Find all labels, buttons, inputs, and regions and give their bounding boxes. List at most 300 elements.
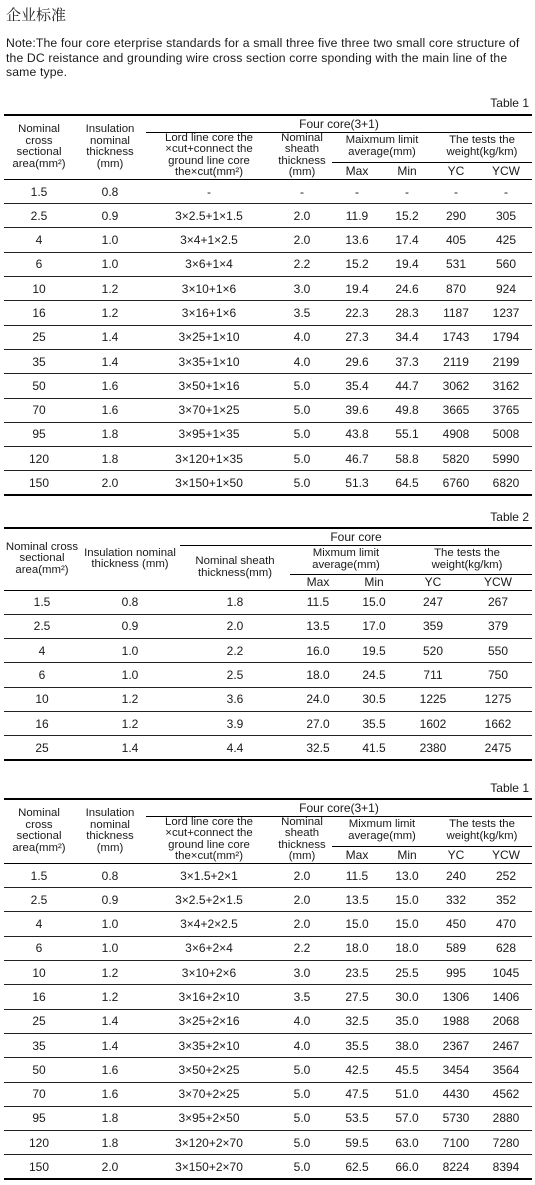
table-cell: 240	[445, 868, 467, 883]
table-cell: -	[454, 184, 458, 199]
table-cell: 25	[4, 1009, 74, 1033]
table-cell: 3564	[480, 1058, 532, 1082]
table3-header-group: Four core(3+1)	[146, 799, 532, 816]
table-row	[4, 1082, 532, 1106]
table-cell: 750	[464, 663, 532, 687]
table1-header-lord-line: Lord line core the ×cut+connect the ground line core the×cut(mm²)	[146, 132, 272, 179]
table3-header-sheath: Nominal sheath thickness (mm)	[272, 816, 332, 863]
table-cell: 1187	[432, 301, 480, 325]
table-cell: 1.4	[74, 325, 146, 349]
table-cell: 3×4+2×2.5	[146, 912, 272, 936]
table-cell: 42.5	[332, 1058, 382, 1082]
table3-header-min: Min	[382, 846, 432, 863]
table-cell: 1.8	[74, 1131, 146, 1155]
table-cell: 4	[4, 228, 74, 252]
table-cell: 305	[480, 204, 532, 228]
table-cell: -	[207, 184, 211, 199]
table-cell: 17.0	[346, 614, 402, 638]
table-cell: 1.2	[74, 985, 146, 1009]
table-cell: 3062	[432, 374, 480, 398]
table-cell: 2.0	[272, 204, 332, 228]
table2-header-weight: The tests the weight(kg/km)	[402, 545, 532, 574]
table-cell: 2.5	[4, 888, 74, 912]
table-cell: -	[504, 184, 508, 199]
table-cell: 3×1.5+2×1	[180, 868, 238, 883]
table-cell: 2.2	[180, 639, 290, 663]
table-cell: 3454	[432, 1058, 480, 1082]
table-cell: 3×16+1×6	[146, 301, 272, 325]
table-cell: 5.0	[272, 471, 332, 495]
table-cell: 19.4	[382, 252, 432, 276]
table-cell: 2.2	[272, 252, 332, 276]
table-cell: 3×35+1×10	[146, 349, 272, 373]
table2-header-nominal-area: Nominal cross sectional area(mm²)	[4, 528, 80, 590]
table-cell: 150	[4, 1155, 74, 1179]
table-cell: 70	[4, 1082, 74, 1106]
table-cell: 1.4	[74, 1033, 146, 1057]
table-cell: 7280	[480, 1131, 532, 1155]
table-cell: 352	[480, 888, 532, 912]
table-cell: 4908	[432, 422, 480, 446]
table1-header-yc: YC	[432, 162, 480, 179]
table-cell: 4.0	[272, 1009, 332, 1033]
table-cell: 11.5	[306, 595, 330, 610]
table-cell: 10	[4, 277, 74, 301]
table-cell: 13.5	[332, 888, 382, 912]
table2-header-limit: Mixmum limit average(mm)	[290, 545, 402, 574]
table1-header-min: Min	[382, 162, 432, 179]
note-paragraph: Note:The four core eterprise standards for a small three five three two small core structure of the DC reistance and grounding wire cross section corre sponding with the main line of the same type.	[6, 36, 520, 80]
table-cell: 35	[4, 1033, 74, 1057]
table-row	[4, 277, 532, 301]
table-cell: 550	[464, 639, 532, 663]
table-cell: 0.9	[74, 204, 146, 228]
table-cell: 51.0	[382, 1082, 432, 1106]
table1	[4, 114, 532, 496]
table-cell: 1.8	[74, 1106, 146, 1130]
table-cell: 1237	[480, 301, 532, 325]
table-cell: 531	[432, 252, 480, 276]
table-cell: 11.9	[332, 204, 382, 228]
table-cell: 3×6+1×4	[146, 252, 272, 276]
table-cell: 18.0	[332, 936, 382, 960]
table-cell: 1.4	[74, 349, 146, 373]
table3-header-max: Max	[332, 846, 382, 863]
table3-header-nominal-area: Nominal cross sectional area(mm²)	[4, 799, 74, 863]
table-cell: 3×150+2×70	[146, 1155, 272, 1179]
table-cell: 252	[495, 868, 517, 883]
table-cell: 4.0	[272, 1033, 332, 1057]
table-cell: 44.7	[382, 374, 432, 398]
table3-header-ycw: YCW	[480, 846, 532, 863]
table-cell: 3×2.5+2×1.5	[146, 888, 272, 912]
table-cell: 8224	[432, 1155, 480, 1179]
table-row	[4, 252, 532, 276]
table-cell: 15.2	[332, 252, 382, 276]
table-cell: 290	[432, 204, 480, 228]
table-cell: 2199	[480, 349, 532, 373]
table-cell: 19.5	[346, 639, 402, 663]
table-cell: 16	[4, 985, 74, 1009]
table-cell: 39.6	[332, 398, 382, 422]
table-cell: 1.6	[74, 398, 146, 422]
table-cell: 1662	[464, 711, 532, 735]
table-row	[4, 422, 532, 446]
table-cell: 0.9	[80, 614, 180, 638]
table1-header-group: Four core(3+1)	[146, 115, 532, 132]
table-cell: 5.0	[272, 398, 332, 422]
table-cell: 13.6	[332, 228, 382, 252]
table-cell: 70	[4, 398, 74, 422]
table-row	[4, 590, 532, 614]
table-cell: 5.0	[272, 1131, 332, 1155]
table-cell: 10	[4, 961, 74, 985]
table-cell: 22.3	[332, 301, 382, 325]
table-cell: 3665	[432, 398, 480, 422]
table-cell: 3×16+2×10	[146, 985, 272, 1009]
table-cell: 2.0	[293, 868, 311, 883]
table-cell: 1.5	[30, 184, 48, 199]
table-cell: 2.2	[272, 936, 332, 960]
table-cell: 46.7	[332, 447, 382, 471]
table1-body	[4, 179, 532, 495]
table-cell: 95	[4, 422, 74, 446]
table3-header-limit: Mixmum limit average(mm)	[332, 816, 432, 846]
table-cell: 24.6	[382, 277, 432, 301]
table-cell: 2467	[480, 1033, 532, 1057]
table1-header-nominal-area: Nominal cross sectional area(mm²)	[4, 115, 74, 179]
table2-caption: Table 2	[490, 510, 529, 524]
table-cell: 18.0	[382, 936, 432, 960]
table-cell: 13.5	[290, 614, 346, 638]
table-cell: 62.5	[332, 1155, 382, 1179]
table-cell: 16	[4, 301, 74, 325]
table-cell: 1275	[464, 687, 532, 711]
table-cell: 5.0	[272, 1106, 332, 1130]
table1-header-ycw: YCW	[480, 162, 532, 179]
table-row	[4, 301, 532, 325]
table-cell: 16.0	[290, 639, 346, 663]
table-row	[4, 398, 532, 422]
table-cell: 6760	[432, 471, 480, 495]
table-cell: 5.0	[272, 447, 332, 471]
table2-body	[4, 590, 532, 760]
table-row	[4, 179, 532, 203]
table-cell: -	[405, 184, 409, 199]
table-cell: 711	[402, 663, 464, 687]
table-cell: 64.5	[382, 471, 432, 495]
table-cell: 1794	[480, 325, 532, 349]
table-cell: 0.8	[101, 868, 119, 883]
table-row	[4, 1106, 532, 1130]
table-cell: 27.0	[290, 711, 346, 735]
table-cell: 405	[432, 228, 480, 252]
table-cell: 59.5	[332, 1131, 382, 1155]
table-cell: 3×2.5+1×1.5	[146, 204, 272, 228]
table2-header-max: Max	[290, 574, 346, 590]
table-cell: 267	[488, 595, 509, 610]
table-cell: 63.0	[382, 1131, 432, 1155]
table-cell: 120	[4, 1131, 74, 1155]
table-cell: 1.6	[74, 1058, 146, 1082]
table-cell: 3×50+1×16	[146, 374, 272, 398]
table-cell: 1.6	[74, 1082, 146, 1106]
table3-caption: Table 1	[490, 781, 529, 795]
table-cell: 3×10+1×6	[146, 277, 272, 301]
table-cell: 8394	[480, 1155, 532, 1179]
table-cell: 1988	[432, 1009, 480, 1033]
table-cell: 37.3	[382, 349, 432, 373]
table-cell: 3765	[480, 398, 532, 422]
table-cell: 470	[480, 912, 532, 936]
page-title: 企业标准	[6, 6, 67, 24]
table1-header-max: Max	[332, 162, 382, 179]
table1-header-insulation: Insulation nominal thickness (mm)	[74, 115, 146, 179]
table2-header-insulation: Insulation nominal thickness (mm)	[80, 528, 180, 590]
table-cell: 3.5	[272, 985, 332, 1009]
table-cell: 3×95+1×35	[146, 422, 272, 446]
table-cell: 66.0	[382, 1155, 432, 1179]
table-cell: 2.5	[4, 204, 74, 228]
table-row	[4, 912, 532, 936]
table-cell: 1.4	[80, 736, 180, 760]
table2-header-min: Min	[346, 574, 402, 590]
table-cell: 32.5	[332, 1009, 382, 1033]
table-cell: 2475	[464, 736, 532, 760]
table-cell: 6	[4, 663, 80, 687]
table-cell: 1.0	[74, 936, 146, 960]
table-cell: 5990	[480, 447, 532, 471]
table3-header-lord-line: Lord line core the ×cut+connect the ground line core the×cut(mm²)	[146, 816, 272, 863]
table-cell: 1.0	[80, 639, 180, 663]
table-cell: 3×25+2×16	[146, 1009, 272, 1033]
table-cell: 2.0	[74, 1155, 146, 1179]
table-cell: 359	[402, 614, 464, 638]
table-cell: 11.5	[345, 868, 369, 883]
table-cell: 2068	[480, 1009, 532, 1033]
table2-header-yc: YC	[402, 574, 464, 590]
table-cell: 16	[4, 711, 80, 735]
table-cell: 3×120+2×70	[146, 1131, 272, 1155]
table-cell: 30.5	[346, 687, 402, 711]
table-cell: -	[300, 184, 304, 199]
table-cell: 1.8	[226, 595, 244, 610]
table-cell: 1.5	[30, 868, 48, 883]
table-cell: -	[355, 184, 359, 199]
table-cell: 1.2	[80, 687, 180, 711]
table-cell: 3.0	[272, 277, 332, 301]
table-cell: 15.0	[332, 912, 382, 936]
table3	[4, 798, 532, 1180]
table-cell: 5.0	[272, 1058, 332, 1082]
table-row	[4, 374, 532, 398]
table-cell: 55.1	[382, 422, 432, 446]
table-cell: 1.0	[74, 228, 146, 252]
table-row	[4, 1009, 532, 1033]
table-cell: 1225	[402, 687, 464, 711]
table-cell: 3×95+2×50	[146, 1106, 272, 1130]
table-cell: 3.0	[272, 961, 332, 985]
table-cell: 628	[480, 936, 532, 960]
table-row	[4, 349, 532, 373]
table-cell: 3×120+1×35	[146, 447, 272, 471]
table-cell: 2367	[432, 1033, 480, 1057]
table-row	[4, 687, 532, 711]
table-cell: 23.5	[332, 961, 382, 985]
table-cell: 4	[4, 912, 74, 936]
table-cell: 38.0	[382, 1033, 432, 1057]
table3-header-insulation: Insulation nominal thickness (mm)	[74, 799, 146, 863]
table-cell: 4.0	[272, 325, 332, 349]
table-cell: 1.0	[74, 912, 146, 936]
table-row	[4, 936, 532, 960]
table-cell: 520	[402, 639, 464, 663]
table-cell: 53.5	[332, 1106, 382, 1130]
table-cell: 870	[432, 277, 480, 301]
table-cell: 43.8	[332, 422, 382, 446]
table-cell: 0.8	[101, 184, 119, 199]
table-cell: 17.4	[382, 228, 432, 252]
table-cell: 50	[4, 374, 74, 398]
table-cell: 1.6	[74, 374, 146, 398]
table-cell: 247	[422, 595, 444, 610]
table-cell: 120	[4, 447, 74, 471]
table-cell: 29.6	[332, 349, 382, 373]
table-cell: 3.6	[180, 687, 290, 711]
table-row	[4, 888, 532, 912]
table-row	[4, 1155, 532, 1179]
table-cell: 6820	[480, 471, 532, 495]
table-cell: 5730	[432, 1106, 480, 1130]
table-cell: 3.5	[272, 301, 332, 325]
table-cell: 3×70+2×25	[146, 1082, 272, 1106]
table-cell: 1.2	[80, 711, 180, 735]
table-row	[4, 325, 532, 349]
table-cell: 560	[480, 252, 532, 276]
table-cell: 19.4	[332, 277, 382, 301]
table-cell: 2.5	[4, 614, 80, 638]
table3-header-weight: The tests the weight(kg/km)	[432, 816, 532, 846]
table-cell: 379	[464, 614, 532, 638]
table-row	[4, 204, 532, 228]
table1-header-limit: Maixmum limit average(mm)	[332, 132, 432, 162]
table-cell: 3×50+2×25	[146, 1058, 272, 1082]
table-row	[4, 863, 532, 887]
table-row	[4, 985, 532, 1009]
table-cell: 35.5	[332, 1033, 382, 1057]
table-cell: 1.0	[80, 663, 180, 687]
table-cell: 34.4	[382, 325, 432, 349]
table-cell: 25	[4, 325, 74, 349]
table-cell: 5.0	[272, 422, 332, 446]
table-cell: 4	[4, 639, 80, 663]
table-cell: 2.0	[272, 912, 332, 936]
table-cell: 18.0	[290, 663, 346, 687]
table-cell: 6	[4, 252, 74, 276]
table-cell: 995	[432, 961, 480, 985]
table-row	[4, 961, 532, 985]
table-cell: 1.2	[74, 277, 146, 301]
table-cell: 35	[4, 349, 74, 373]
table2	[4, 527, 532, 761]
table-cell: 2.0	[272, 888, 332, 912]
table-cell: 27.5	[332, 985, 382, 1009]
table-cell: 3×10+2×6	[146, 961, 272, 985]
table-cell: 1.2	[74, 301, 146, 325]
table-cell: 450	[432, 912, 480, 936]
table-cell: 5.0	[272, 1155, 332, 1179]
table-cell: 425	[480, 228, 532, 252]
table1-header-sheath: Nominal sheath thickness (mm)	[272, 132, 332, 179]
table-row	[4, 228, 532, 252]
table-cell: 24.0	[290, 687, 346, 711]
table-cell: 35.4	[332, 374, 382, 398]
table-cell: 5820	[432, 447, 480, 471]
table-cell: 57.0	[382, 1106, 432, 1130]
table-cell: 24.5	[346, 663, 402, 687]
table-cell: 1743	[432, 325, 480, 349]
table-cell: 1.5	[33, 595, 51, 610]
table-row	[4, 614, 532, 638]
table-cell: 4562	[480, 1082, 532, 1106]
table-cell: 3×150+1×50	[146, 471, 272, 495]
table-row	[4, 1131, 532, 1155]
table-cell: 95	[4, 1106, 74, 1130]
table-cell: 589	[432, 936, 480, 960]
table-row	[4, 1058, 532, 1082]
table-cell: 1.8	[74, 422, 146, 446]
table-row	[4, 447, 532, 471]
table-cell: 30.0	[382, 985, 432, 1009]
table1-caption: Table 1	[490, 96, 529, 110]
table2-header-group: Four core	[180, 528, 532, 545]
table2-header-ycw: YCW	[464, 574, 532, 590]
table3-body	[4, 863, 532, 1179]
table-cell: 4.0	[272, 349, 332, 373]
table-cell: 25	[4, 736, 80, 760]
table-cell: 2.0	[272, 228, 332, 252]
table-cell: 10	[4, 687, 80, 711]
table-cell: 15.0	[382, 912, 432, 936]
table-cell: 7100	[432, 1131, 480, 1155]
table-cell: 28.3	[382, 301, 432, 325]
table-cell: 50	[4, 1058, 74, 1082]
table3-header-yc: YC	[432, 846, 480, 863]
table-cell: 2.0	[74, 471, 146, 495]
table-cell: 51.3	[332, 471, 382, 495]
table-cell: 2380	[402, 736, 464, 760]
table-cell: 13.0	[395, 868, 419, 883]
table-cell: 3×6+2×4	[146, 936, 272, 960]
table-cell: 5008	[480, 422, 532, 446]
table-cell: 35.0	[382, 1009, 432, 1033]
table-row	[4, 471, 532, 495]
table-cell: 32.5	[290, 736, 346, 760]
table-cell: 58.8	[382, 447, 432, 471]
table-cell: 2119	[432, 349, 480, 373]
table-cell: 3×4+1×2.5	[146, 228, 272, 252]
table-cell: 4430	[432, 1082, 480, 1106]
table-cell: 2.5	[180, 663, 290, 687]
table-cell: 924	[480, 277, 532, 301]
table-cell: 3×25+1×10	[146, 325, 272, 349]
table-cell: 6	[4, 936, 74, 960]
table-cell: 47.5	[332, 1082, 382, 1106]
table-cell: 0.8	[121, 595, 139, 610]
table-cell: 15.0	[382, 888, 432, 912]
table-cell: 5.0	[272, 374, 332, 398]
table-row	[4, 736, 532, 760]
